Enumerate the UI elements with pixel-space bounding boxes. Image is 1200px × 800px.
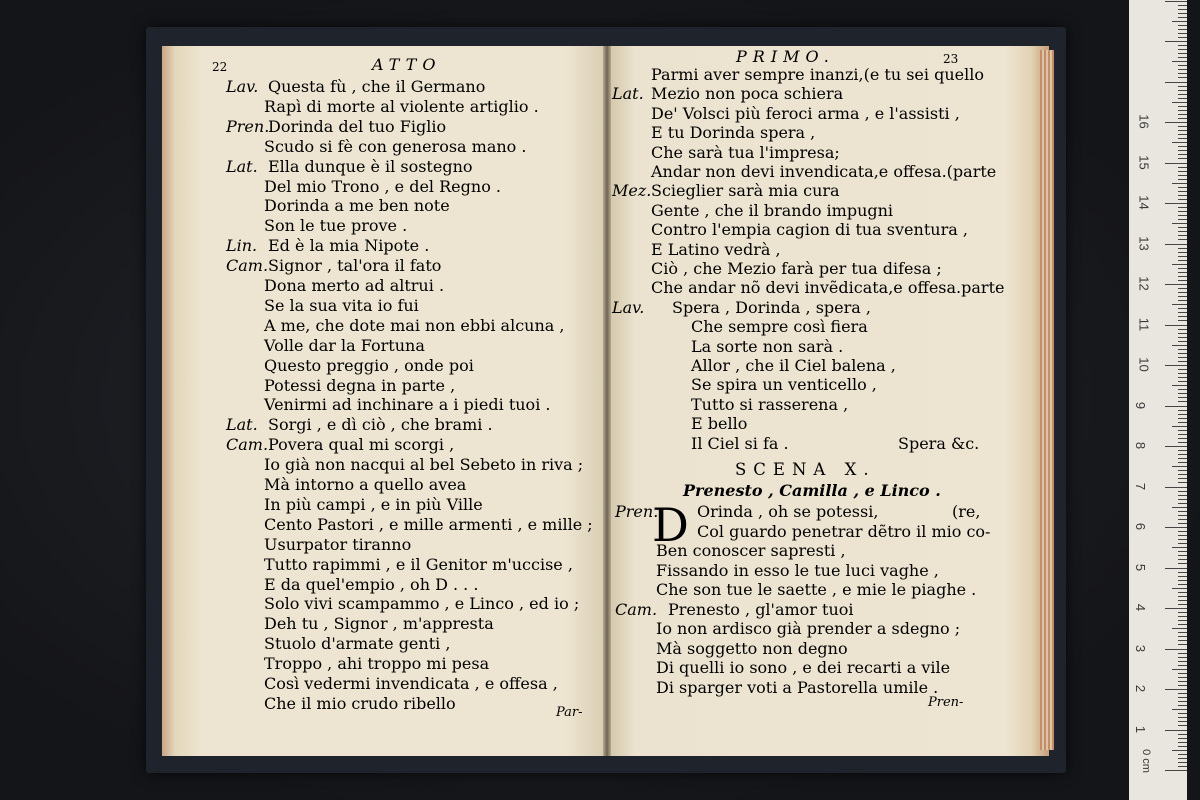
text-line: Volle dar la Fortuna: [264, 335, 425, 355]
ruler-tick: [1178, 612, 1187, 613]
ruler-tick: [1178, 616, 1187, 617]
ruler-tick: [1165, 163, 1187, 164]
ruler-number: 3: [1133, 644, 1149, 652]
scene-title: SCENA X.: [735, 460, 876, 479]
running-header-right: PRIMO.: [736, 47, 835, 66]
ruler-tick: [1178, 438, 1187, 439]
ruler-tick: [1178, 491, 1187, 492]
ruler-tick: [1178, 239, 1187, 240]
text-line: Mà intorno a quello avea: [264, 475, 467, 494]
ruler-tick: [1165, 770, 1187, 771]
ruler-tick: [1178, 94, 1187, 95]
ruler-tick: [1178, 57, 1187, 58]
catchword-right: Pren-: [928, 695, 964, 710]
ruler-tick: [1178, 677, 1187, 678]
speaker-label: Mez.: [612, 181, 652, 201]
ruler-tick: [1178, 195, 1187, 196]
ruler-tick: [1178, 29, 1187, 30]
text-line: Usurpator tiranno: [264, 534, 412, 554]
ruler-tick: [1178, 248, 1187, 249]
ruler-tick: [1178, 725, 1187, 726]
ruler-tick: [1178, 482, 1187, 483]
ruler-tick: [1178, 377, 1187, 378]
page-edges: [1040, 50, 1054, 750]
ruler-tick: [1178, 653, 1187, 654]
ruler-tick: [1178, 98, 1187, 99]
ruler-tick: [1178, 515, 1187, 516]
text-line: Andar non devi invendicata,e offesa.(parte: [651, 162, 997, 181]
ruler-tick: [1178, 442, 1187, 443]
ruler-number: 9: [1133, 401, 1149, 409]
text-line: Stuolo d'armate genti ,: [264, 634, 451, 654]
text-line: Fissando in esso le tue luci vaghe ,: [656, 560, 939, 580]
ruler-number: 12: [1136, 276, 1152, 291]
ruler-tick: [1178, 462, 1187, 463]
text-line: Se la sua vita io fui: [264, 295, 419, 315]
text-line: Scieglier sarà mia cura: [651, 181, 840, 201]
ruler-tick: [1178, 511, 1187, 512]
text-line: E tu Dorinda spera ,: [651, 123, 816, 143]
ruler-tick: [1178, 369, 1187, 370]
ruler-tick: [1172, 385, 1187, 386]
text-line: Signor , tal'ora il fato: [268, 256, 442, 276]
ruler-tick: [1165, 203, 1187, 204]
ruler-tick: [1165, 446, 1187, 447]
ruler-tick: [1178, 563, 1187, 564]
ruler-tick: [1178, 150, 1187, 151]
ruler-tick: [1178, 474, 1187, 475]
text-line: Dona merto ad altrui .: [264, 276, 445, 295]
ruler-tick: [1178, 762, 1187, 763]
ruler-tick: [1178, 33, 1187, 34]
text-line: Orinda , oh se potessi,: [697, 502, 879, 521]
ruler-unit: 0 cm: [1139, 749, 1152, 773]
ruler-tick: [1178, 86, 1187, 87]
book-gutter: [603, 46, 611, 756]
ruler-tick: [1178, 167, 1187, 168]
ruler-tick: [1178, 361, 1187, 362]
ruler-tick: [1178, 292, 1187, 293]
text-line-right: (re,: [952, 502, 981, 521]
ruler-tick: [1178, 499, 1187, 500]
speaker-label: Cam.: [615, 599, 658, 619]
ruler-tick: [1178, 211, 1187, 212]
ruler-tick: [1178, 434, 1187, 435]
text-line: Sorgi , e dì ciò , che brami .: [268, 415, 493, 435]
ruler-tick: [1178, 539, 1187, 540]
ruler-tick: [1178, 118, 1187, 119]
ruler-tick: [1178, 721, 1187, 722]
text-line: Che il mio crudo ribello: [264, 693, 456, 713]
ruler-tick: [1178, 410, 1187, 411]
ruler-tick: [1178, 572, 1187, 573]
text-line: Dorinda del tuo Figlio: [268, 116, 447, 136]
ruler-tick: [1178, 503, 1187, 504]
text-line: Io non ardisco già prender a sdegno ;: [656, 619, 961, 638]
text-line: Solo vivi scampammo , e Linco , ed io ;: [264, 594, 580, 614]
text-line: Che son tue le saette , e mie le piaghe .: [656, 580, 977, 599]
ruler-tick: [1165, 122, 1187, 123]
text-line: E bello: [691, 414, 748, 434]
text-line: La sorte non sarà .: [691, 336, 844, 356]
ruler-tick: [1165, 1, 1187, 2]
speaker-label: Lav.: [612, 297, 645, 317]
ruler-tick: [1178, 219, 1187, 220]
speaker-label: Lav.: [226, 77, 259, 96]
ruler-tick: [1178, 701, 1187, 702]
ruler-tick: [1178, 17, 1187, 18]
ruler-tick: [1165, 284, 1187, 285]
ruler-tick: [1178, 381, 1187, 382]
text-line: Ben conoscer sapresti ,: [656, 541, 846, 560]
ruler-tick: [1178, 77, 1187, 78]
ruler-tick: [1178, 519, 1187, 520]
ruler-tick: [1178, 329, 1187, 330]
ruler-tick: [1178, 341, 1187, 342]
ruler-tick: [1178, 106, 1187, 107]
ruler-tick: [1178, 531, 1187, 532]
ruler-tick: [1178, 389, 1187, 390]
ruler-tick: [1178, 296, 1187, 297]
ruler-number: 15: [1136, 154, 1152, 170]
speaker-label: Cam.: [226, 435, 269, 455]
ruler-tick: [1178, 353, 1187, 354]
ruler-number: 13: [1136, 235, 1152, 251]
ruler-tick: [1178, 130, 1187, 131]
page-number-left: 22: [212, 60, 228, 74]
ruler-tick: [1172, 102, 1187, 103]
ruler-tick: [1172, 466, 1187, 467]
ruler-tick: [1178, 414, 1187, 415]
scene-characters: Prenesto , Camilla , e Linco .: [683, 481, 941, 500]
speaker-label: Pren.: [226, 116, 270, 136]
ruler-tick: [1172, 547, 1187, 548]
ruler-tick: [1178, 25, 1187, 26]
ruler-tick: [1178, 252, 1187, 253]
ruler-tick: [1178, 393, 1187, 394]
ruler-tick: [1178, 316, 1187, 317]
ruler-tick: [1178, 600, 1187, 601]
ruler-tick: [1178, 478, 1187, 479]
text-line: E Latino vedrà ,: [651, 239, 781, 259]
text-line: Mezio non poca schiera: [651, 84, 844, 104]
ruler-tick: [1178, 555, 1187, 556]
ruler-tick: [1178, 450, 1187, 451]
ruler-tick: [1178, 199, 1187, 200]
text-line: Venirmi ad inchinare a i piedi tuoi .: [264, 395, 551, 415]
ruler-tick: [1178, 158, 1187, 159]
ruler-tick: [1178, 458, 1187, 459]
speaker-label: Cam.: [226, 256, 269, 276]
ruler-tick: [1165, 608, 1187, 609]
drop-cap: D: [652, 498, 689, 552]
text-line: Così vedermi invendicata , e offesa ,: [264, 674, 558, 693]
ruler-number: 5: [1133, 563, 1149, 571]
ruler-tick: [1178, 175, 1187, 176]
ruler-tick: [1178, 171, 1187, 172]
ruler-tick: [1178, 665, 1187, 666]
speaker-label: Lat.: [612, 84, 644, 104]
ruler-tick: [1178, 320, 1187, 321]
ruler-tick: [1178, 697, 1187, 698]
ruler-tick: [1178, 154, 1187, 155]
ruler-tick: [1178, 308, 1187, 309]
ruler-tick: [1178, 742, 1187, 743]
ruler-tick: [1178, 114, 1187, 115]
ruler-tick: [1165, 527, 1187, 528]
ruler-tick: [1178, 470, 1187, 471]
ruler-tick: [1178, 693, 1187, 694]
ruler-tick: [1178, 300, 1187, 301]
text-line: Contro l'empia cagion di tua sventura ,: [651, 220, 968, 240]
ruler-tick: [1172, 345, 1187, 346]
ruler-tick: [1178, 272, 1187, 273]
text-line: Che andar nõ devi invẽdicata,e offesa.parte: [651, 278, 1005, 298]
text-line: Di quelli io sono , e dei recarti a vile: [656, 658, 951, 677]
text-line: De' Volsci più feroci arma , e l'assisti ,: [651, 103, 960, 123]
text-line: Col guardo penetrar dẽtro il mio co-: [697, 521, 991, 541]
ruler-tick: [1178, 592, 1187, 593]
ruler-tick: [1172, 304, 1187, 305]
running-header-left: ATTO: [372, 55, 442, 74]
text-line: Di sparger voti a Pastorella umile .: [656, 677, 939, 697]
ruler-tick: [1178, 523, 1187, 524]
text-line: Il Ciel si fa .: [691, 433, 789, 453]
speaker-label: Lin.: [226, 236, 258, 256]
text-line: Prenesto , gl'amor tuoi: [668, 599, 854, 619]
text-line: E da quel'empio , oh D . . .: [264, 574, 479, 594]
ruler-tick: [1178, 551, 1187, 552]
text-line: Povera qual mi scorgi ,: [268, 435, 455, 455]
text-line: Mà soggetto non degno: [656, 638, 848, 658]
ruler-tick: [1178, 717, 1187, 718]
ruler-tick: [1172, 588, 1187, 589]
ruler-tick: [1178, 45, 1187, 46]
ruler-tick: [1178, 256, 1187, 257]
ruler-tick: [1165, 689, 1187, 690]
ruler-tick: [1178, 418, 1187, 419]
ruler-tick: [1178, 430, 1187, 431]
ruler-tick: [1172, 183, 1187, 184]
text-line: Tutto rapimmi , e il Genitor m'uccise ,: [264, 554, 573, 574]
text-line: Dorinda a me ben note: [264, 196, 450, 216]
ruler-tick: [1172, 223, 1187, 224]
ruler-tick: [1178, 454, 1187, 455]
ruler-tick: [1178, 661, 1187, 662]
ruler-tick: [1178, 580, 1187, 581]
text-line: Che sarà tua l'impresa;: [651, 142, 840, 162]
ruler-number: 10: [1136, 357, 1152, 372]
ruler-tick: [1165, 406, 1187, 407]
text-line: Io già non nacqui al bel Sebeto in riva ;: [264, 455, 584, 475]
text-line: Gente , che il brando impugni: [651, 200, 894, 220]
ruler-tick: [1178, 596, 1187, 597]
text-line: In più campi , e in più Ville: [264, 494, 483, 514]
ruler-tick: [1178, 766, 1187, 767]
measuring-ruler: [1129, 0, 1187, 800]
ruler-tick: [1178, 685, 1187, 686]
ruler-tick: [1178, 126, 1187, 127]
ruler-tick: [1178, 620, 1187, 621]
ruler-tick: [1178, 53, 1187, 54]
text-line: Scudo si fè con generosa mano .: [264, 136, 527, 156]
ruler-tick: [1178, 640, 1187, 641]
ruler-tick: [1172, 61, 1187, 62]
ruler-tick: [1178, 288, 1187, 289]
text-line: Ella dunque è il sostegno: [268, 156, 473, 176]
ruler-tick: [1165, 649, 1187, 650]
ruler-tick: [1172, 142, 1187, 143]
ruler-tick: [1178, 559, 1187, 560]
text-line: Rapì di morte al violente artiglio .: [264, 96, 539, 116]
ruler-number: 7: [1133, 482, 1149, 490]
text-line: Se spira un venticello ,: [691, 375, 877, 395]
text-line: Ed è la mia Nipote .: [268, 236, 430, 256]
ruler-tick: [1178, 146, 1187, 147]
text-line: Spera , Dorinda , spera ,: [672, 297, 871, 317]
ruler-tick: [1178, 227, 1187, 228]
text-line: Questa fù , che il Germano: [268, 77, 486, 96]
ruler-tick: [1178, 734, 1187, 735]
ruler-tick: [1172, 709, 1187, 710]
ruler-tick: [1172, 426, 1187, 427]
ruler-tick: [1178, 260, 1187, 261]
ruler-tick: [1178, 713, 1187, 714]
ruler-tick: [1178, 401, 1187, 402]
ruler-tick: [1178, 705, 1187, 706]
ruler-tick: [1178, 673, 1187, 674]
text-line: Cento Pastori , e mille armenti , e mille ;: [264, 514, 593, 534]
text-line: Questo preggio , onde poi: [264, 355, 474, 375]
text-line-right: Spera &c.: [898, 433, 980, 453]
text-line: Troppo , ahi troppo mi pesa: [264, 654, 490, 674]
ruler-tick: [1178, 9, 1187, 10]
ruler-tick: [1178, 632, 1187, 633]
ruler-tick: [1172, 21, 1187, 22]
catchword-left: Par-: [556, 705, 583, 720]
ruler-tick: [1165, 244, 1187, 245]
ruler-tick: [1178, 187, 1187, 188]
ruler-tick: [1178, 276, 1187, 277]
text-line: Allor , che il Ciel balena ,: [691, 356, 896, 375]
ruler-tick: [1178, 49, 1187, 50]
ruler-tick: [1178, 179, 1187, 180]
ruler-tick: [1165, 41, 1187, 42]
ruler-number: 6: [1133, 522, 1149, 531]
ruler-tick: [1178, 191, 1187, 192]
ruler-tick: [1178, 235, 1187, 236]
ruler-tick: [1178, 280, 1187, 281]
speaker-label: Lat.: [226, 415, 258, 435]
ruler-number: 2: [1133, 684, 1149, 693]
ruler-tick: [1178, 207, 1187, 208]
ruler-tick: [1178, 312, 1187, 313]
ruler-tick: [1178, 5, 1187, 6]
text-line: A me, che dote mai non ebbi alcuna ,: [264, 315, 565, 335]
ruler-tick: [1178, 746, 1187, 747]
ruler-number: 4: [1133, 603, 1149, 612]
ruler-tick: [1172, 628, 1187, 629]
ruler-tick: [1178, 758, 1187, 759]
ruler-tick: [1165, 365, 1187, 366]
ruler-tick: [1178, 373, 1187, 374]
ruler-tick: [1165, 82, 1187, 83]
ruler-tick: [1178, 604, 1187, 605]
ruler-tick: [1178, 357, 1187, 358]
ruler-tick: [1178, 535, 1187, 536]
ruler-tick: [1178, 13, 1187, 14]
ruler-tick: [1178, 644, 1187, 645]
ruler-tick: [1178, 738, 1187, 739]
ruler-number: 14: [1136, 195, 1152, 210]
ruler-number: 16: [1136, 114, 1152, 129]
ruler-tick: [1178, 576, 1187, 577]
ruler-number: 1: [1133, 725, 1149, 733]
ruler-tick: [1178, 138, 1187, 139]
ruler-tick: [1178, 333, 1187, 334]
ruler-tick: [1178, 110, 1187, 111]
ruler-tick: [1178, 636, 1187, 637]
ruler-tick: [1178, 37, 1187, 38]
ruler-tick: [1178, 90, 1187, 91]
ruler-number: 8: [1133, 441, 1149, 450]
ruler-tick: [1178, 624, 1187, 625]
speaker-label: Pren.: [615, 502, 659, 521]
ruler-tick: [1165, 487, 1187, 488]
ruler-tick: [1178, 268, 1187, 269]
ruler-tick: [1172, 507, 1187, 508]
ruler-tick: [1178, 69, 1187, 70]
ruler-tick: [1178, 584, 1187, 585]
ruler-tick: [1178, 657, 1187, 658]
text-line: Deh tu , Signor , m'appresta: [264, 614, 494, 634]
ruler-tick: [1165, 325, 1187, 326]
text-line: Son le tue prove .: [264, 216, 408, 236]
ruler-tick: [1165, 730, 1187, 731]
text-line: Potessi degna in parte ,: [264, 375, 456, 395]
ruler-number: 11: [1136, 317, 1152, 331]
ruler-tick: [1178, 754, 1187, 755]
text-line: Ciò , che Mezio farà per tua difesa ;: [651, 259, 942, 278]
ruler-tick: [1178, 73, 1187, 74]
speaker-label: Lat.: [226, 156, 258, 176]
ruler-tick: [1178, 397, 1187, 398]
ruler-tick: [1178, 543, 1187, 544]
page-number-right: 23: [943, 52, 959, 66]
ruler-tick: [1172, 750, 1187, 751]
ruler-tick: [1178, 215, 1187, 216]
text-line: Che sempre così fiera: [691, 317, 868, 337]
ruler-tick: [1165, 568, 1187, 569]
ruler-tick: [1178, 681, 1187, 682]
text-line: Tutto si rasserena ,: [691, 394, 849, 414]
ruler-tick: [1172, 264, 1187, 265]
ruler-tick: [1178, 134, 1187, 135]
ruler-tick: [1178, 65, 1187, 66]
ruler-tick: [1178, 231, 1187, 232]
ruler-tick: [1178, 422, 1187, 423]
ruler-tick: [1178, 495, 1187, 496]
ruler-tick: [1172, 669, 1187, 670]
ruler-tick: [1178, 337, 1187, 338]
ruler-tick: [1178, 349, 1187, 350]
text-line: Parmi aver sempre inanzi,(e tu sei quello: [651, 65, 984, 84]
text-line: Del mio Trono , e del Regno .: [264, 176, 501, 196]
